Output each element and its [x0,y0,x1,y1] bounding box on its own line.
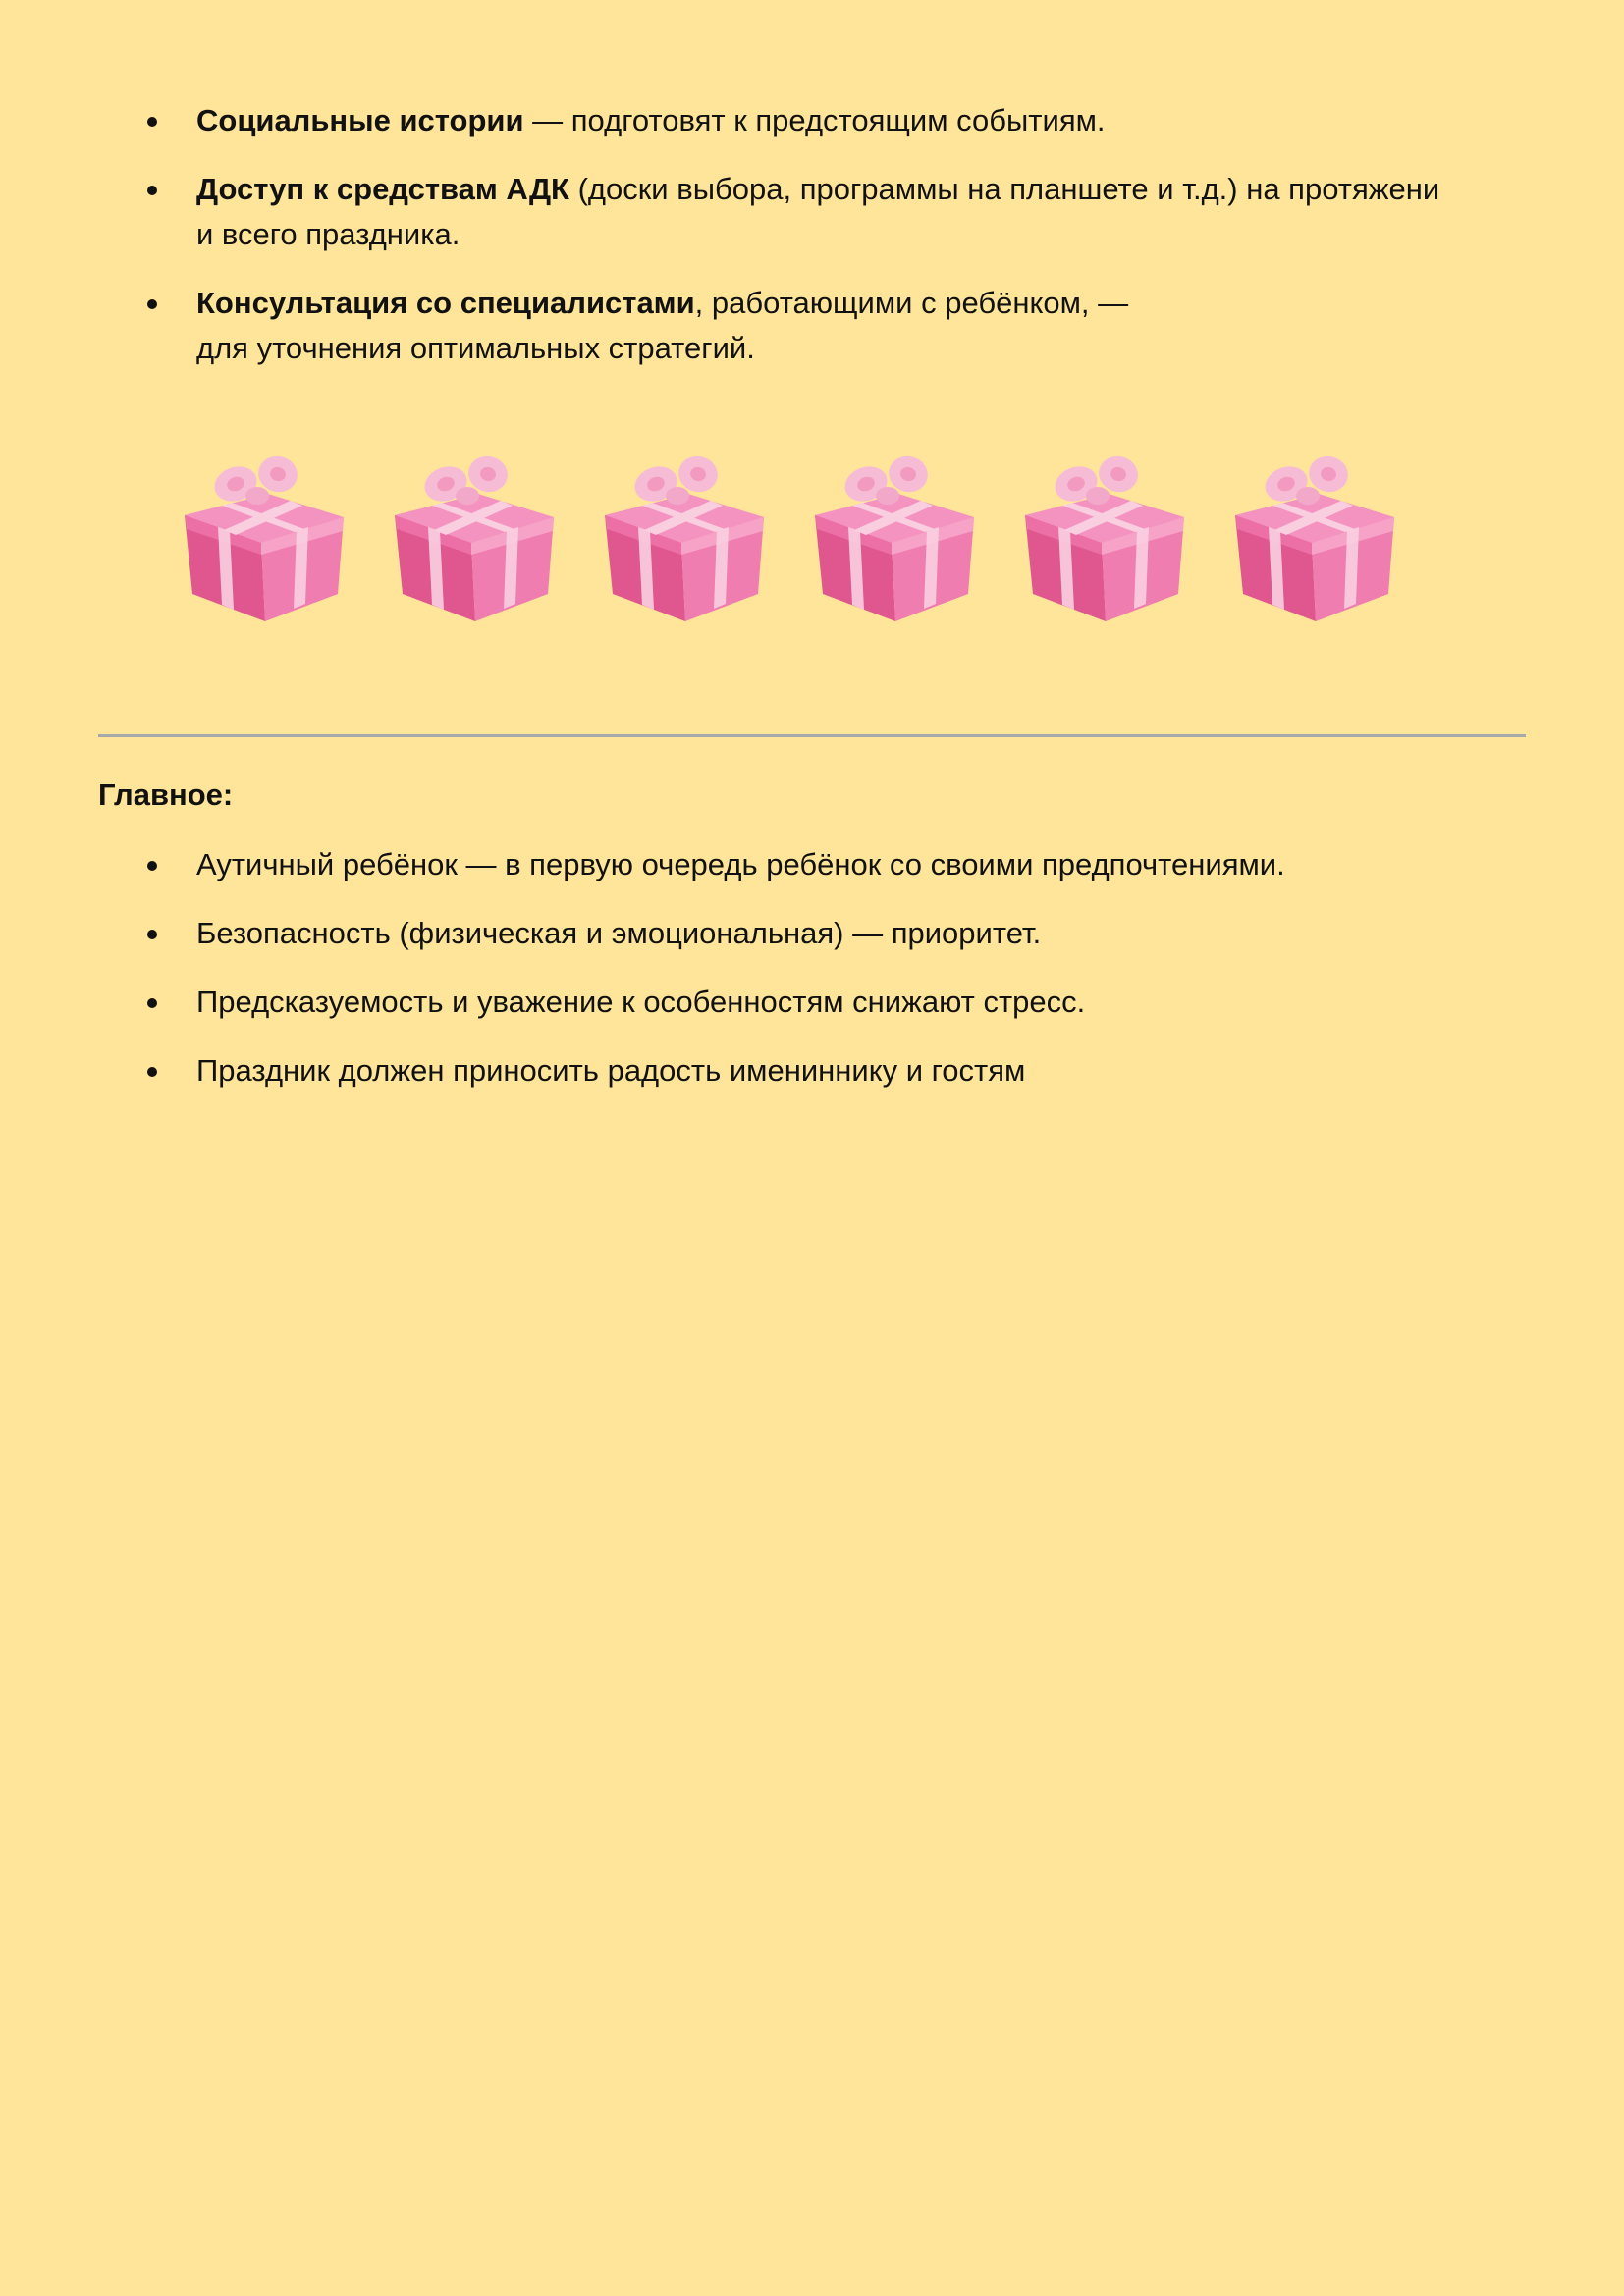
section-title: Главное: [98,777,234,812]
list-item [0,167,1624,257]
gift-box-icon [175,447,352,628]
list-item [0,842,1624,887]
bullet-dot [147,117,157,127]
bullet-dot [147,186,157,195]
list-item [0,281,1624,371]
gift-box-icon [1225,447,1402,628]
strategies-list [0,98,1624,395]
item-text-line2: для уточнения оптимальных стратегий. [196,331,755,365]
gift-box-icon [385,447,562,628]
bullet-dot [147,930,157,939]
divider [98,734,1526,737]
gift-box-icon [1015,447,1192,628]
bullet-dot [147,998,157,1008]
item-bold-text: Доступ к средствам АДК [196,172,569,206]
item-text: Безопасность (физическая и эмоциональная) — приоритет. [196,916,1042,950]
item-bold-text: Консультация со специалистами [196,286,695,320]
list-item [0,911,1624,956]
item-text: Предсказуемость и уважение к особенностям снижают стресс. [196,985,1086,1019]
gift-decoration-row [175,447,1451,633]
list-item [0,980,1624,1025]
bullet-dot [147,861,157,871]
item-text: (доски выбора, программы на планшете и т.д.) на протяжени [568,172,1440,206]
list-item [0,98,1624,143]
item-bold-text: Социальные истории [196,103,524,137]
bullet-dot [147,1067,157,1077]
item-text: , работающими с ребёнком, — [694,286,1129,320]
bullet-dot [147,299,157,309]
main-points-list [0,842,1624,1117]
item-text-line2: и всего праздника. [196,217,460,251]
list-item [0,1048,1624,1094]
gift-box-icon [595,447,772,628]
item-text: Праздник должен приносить радость имениннику и гостям [196,1053,1026,1088]
item-text: Аутичный ребёнок — в первую очередь ребёнок со своими предпочтениями. [196,847,1285,881]
item-text: — подготовят к предстоящим событиям. [523,103,1106,137]
gift-box-icon [805,447,982,628]
